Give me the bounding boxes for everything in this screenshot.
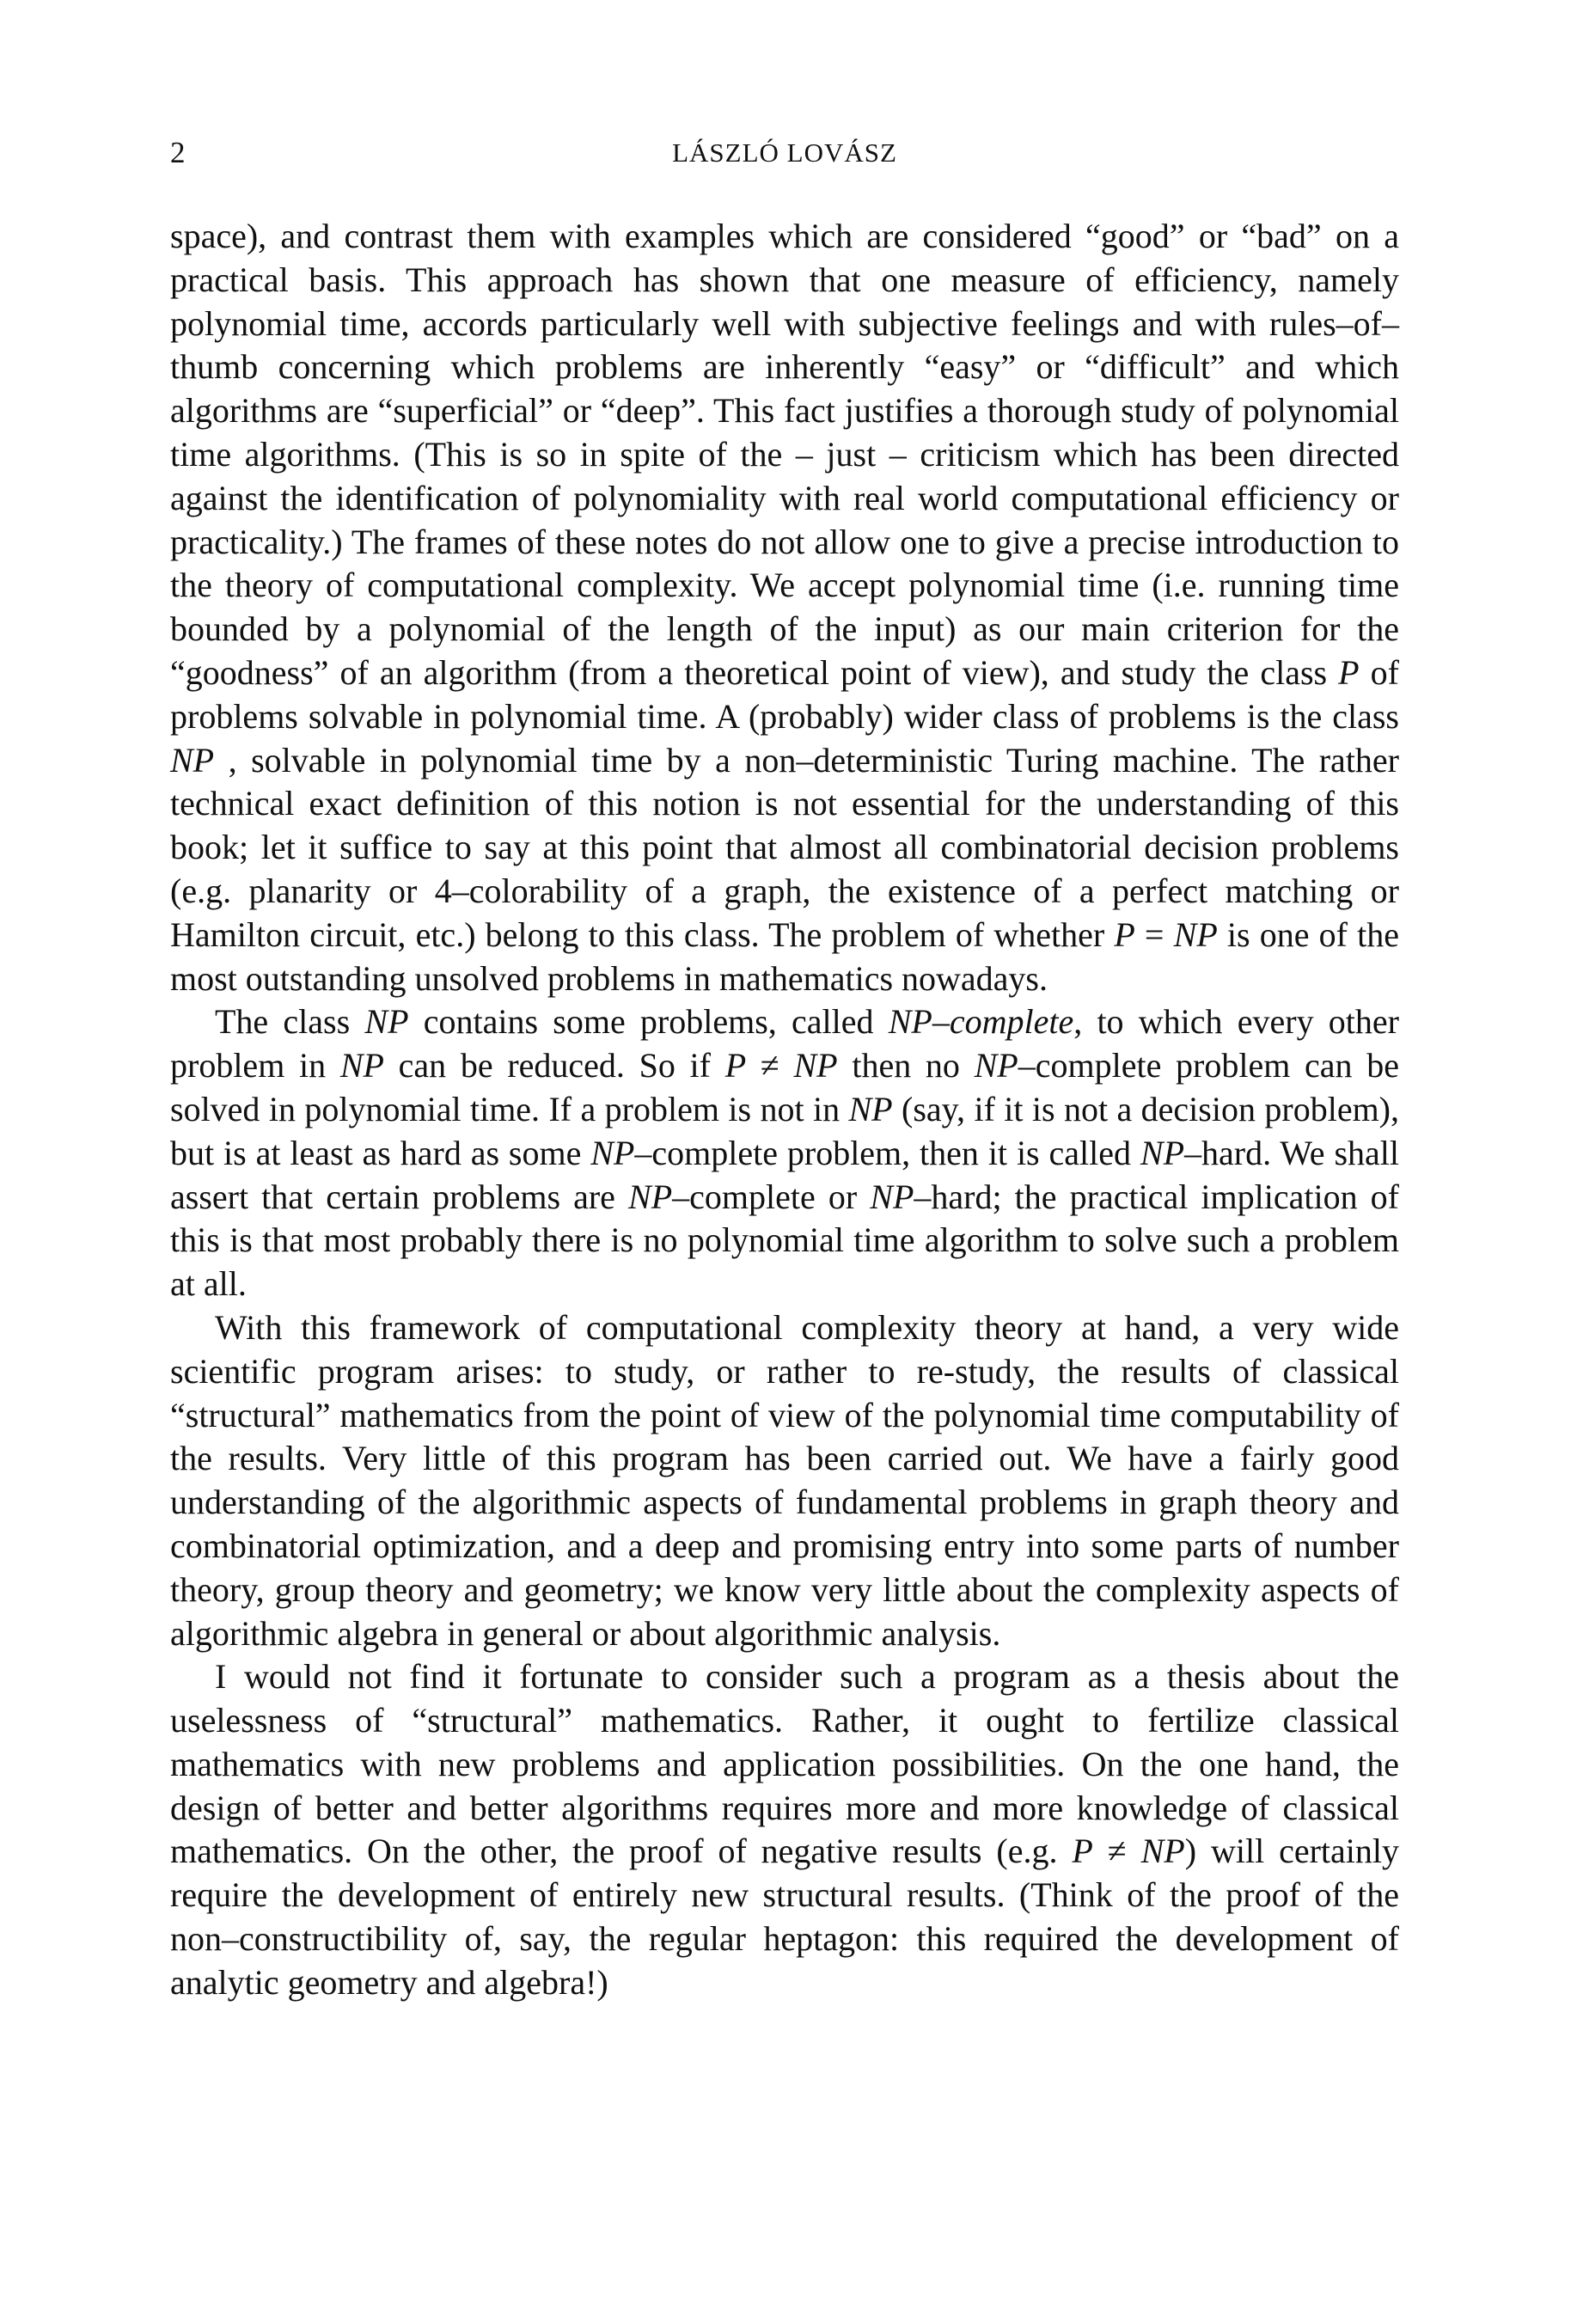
text-run: , to which every other problem in — [170, 1002, 1399, 1086]
text-run: I would not find it fortunate to consider such a program as a thesis about the uselessness of “structural” mathematics. Rather, it ought to fertilize classical mathematics with new problems and application possibilities. On the one hand, the design of better and better algorithms requires more and more knowledge of classical mathematics. On the other, the proof of negative results (e.g. — [170, 1657, 1399, 1871]
math-symbol: P — [1338, 652, 1360, 692]
text-run: –complete problem, then it is called — [634, 1133, 1140, 1172]
math-symbol: P — [1114, 914, 1135, 954]
text-run: can be reduced. So if — [383, 1046, 725, 1086]
text-run: of problems solvable in polynomial time. A (probably) wider class of problems is the class — [170, 652, 1399, 736]
text-run: The class — [215, 1002, 365, 1042]
text-run: –hard; the practical implication of this is that most probably there is no polynomial time algorithm to solve such a problem at all. — [170, 1177, 1399, 1304]
paragraph-1 — [170, 215, 1399, 1000]
text-run: –complete problem can be solved in polynomial time. If a problem is not in — [170, 1046, 1400, 1128]
paragraph-4 — [170, 1655, 1399, 2004]
math-symbol: NP — [848, 1089, 893, 1128]
text-run: ≠ — [746, 1046, 794, 1086]
running-title: LÁSZLÓ LOVÁSZ — [672, 138, 897, 168]
running-head — [170, 127, 1399, 179]
page-number: 2 — [170, 136, 186, 169]
text-run: contains some problems, called — [408, 1002, 889, 1042]
math-symbol: NP — [870, 1177, 914, 1216]
math-symbol: NP — [793, 1046, 838, 1086]
text-run: ≠ — [1092, 1832, 1141, 1871]
paragraph-2 — [170, 1000, 1399, 1306]
math-symbol: NP–complete — [888, 1002, 1074, 1042]
math-symbol: NP — [1140, 1832, 1185, 1871]
math-symbol: NP — [339, 1046, 384, 1086]
text-run: then no — [837, 1046, 975, 1086]
math-symbol: NP — [364, 1002, 409, 1042]
text-run: is one of the most outstanding unsolved problems in mathematics nowadays. — [170, 914, 1399, 998]
math-symbol: P — [724, 1046, 747, 1086]
math-symbol: P — [1072, 1832, 1093, 1871]
text-run: –complete or — [672, 1177, 871, 1216]
text-run: ) will certainly require the development of entirely new structural results. (Think of the proof of the non–constructibility of, say, the regular heptagon: this required the development of analytic geometry and algebra!) — [170, 1832, 1400, 2002]
text-run: With this framework of computational complexity theory at hand, a very wide scientific program arises: to study, or rather to re-study, the results of classical “structural” mathematics from the point of view of the polynomial time computability of the results. Very little of this program has been carried out. We have a fairly good understanding of the algorithmic aspects of fundamental problems in graph theory and combinatorial optimization, and a deep and promising entry into some parts of number theory, group theory and geometry; we know very little about the complexity aspects of algorithmic algebra in general or about algorithmic analysis. — [170, 1307, 1399, 1653]
text-run: (say, if it is not a decision problem), but is at least as hard as some — [170, 1089, 1400, 1172]
math-symbol: NP — [974, 1046, 1018, 1086]
text-run: , solvable in polynomial time by a non–deterministic Turing machine. The rather technical exact definition of this notion is not essential for the understanding of this book; let it suffice to say at this point that almost all combinatorial decision problems (e.g. planarity or 4–colorability of a graph, the existence of a perfect matching or Hamilton circuit, etc.) belong to this class. The problem of whether — [170, 740, 1399, 954]
math-symbol: NP — [170, 740, 215, 780]
text-run: space), and contrast them with examples which are considered “good” or “bad” on a practical basis. This approach has shown that one measure of efficiency, namely polynomial time, accords particularly well with subjective feelings and with rules–of–thumb concerning which problems are inherently “easy” or “difficult” and which algorithms are “superficial” or “deep”. This fact justifies a thorough study of polynomial time algorithms. (This is so in spite of the – just – criticism which has been directed against the identification of polynomiality with real world computational efficiency or practicality.) The frames of these notes do not allow one to give a precise introduction to the theory of computational complexity. We accept polynomial time (i.e. running time bounded by a polynomial of the length of the input) as our main criterion for the “goodness” of an algorithm (from a theoretical point of view), and study the class — [170, 217, 1399, 692]
text-run: –hard. We shall assert that certain problems are — [170, 1133, 1400, 1216]
math-symbol: NP — [1173, 914, 1218, 954]
math-symbol: NP — [1140, 1133, 1185, 1172]
body-text — [170, 215, 1399, 2005]
text-run: = — [1134, 914, 1174, 954]
paragraph-3 — [170, 1306, 1399, 1655]
math-symbol: NP — [590, 1133, 635, 1172]
math-symbol: NP — [628, 1177, 673, 1216]
